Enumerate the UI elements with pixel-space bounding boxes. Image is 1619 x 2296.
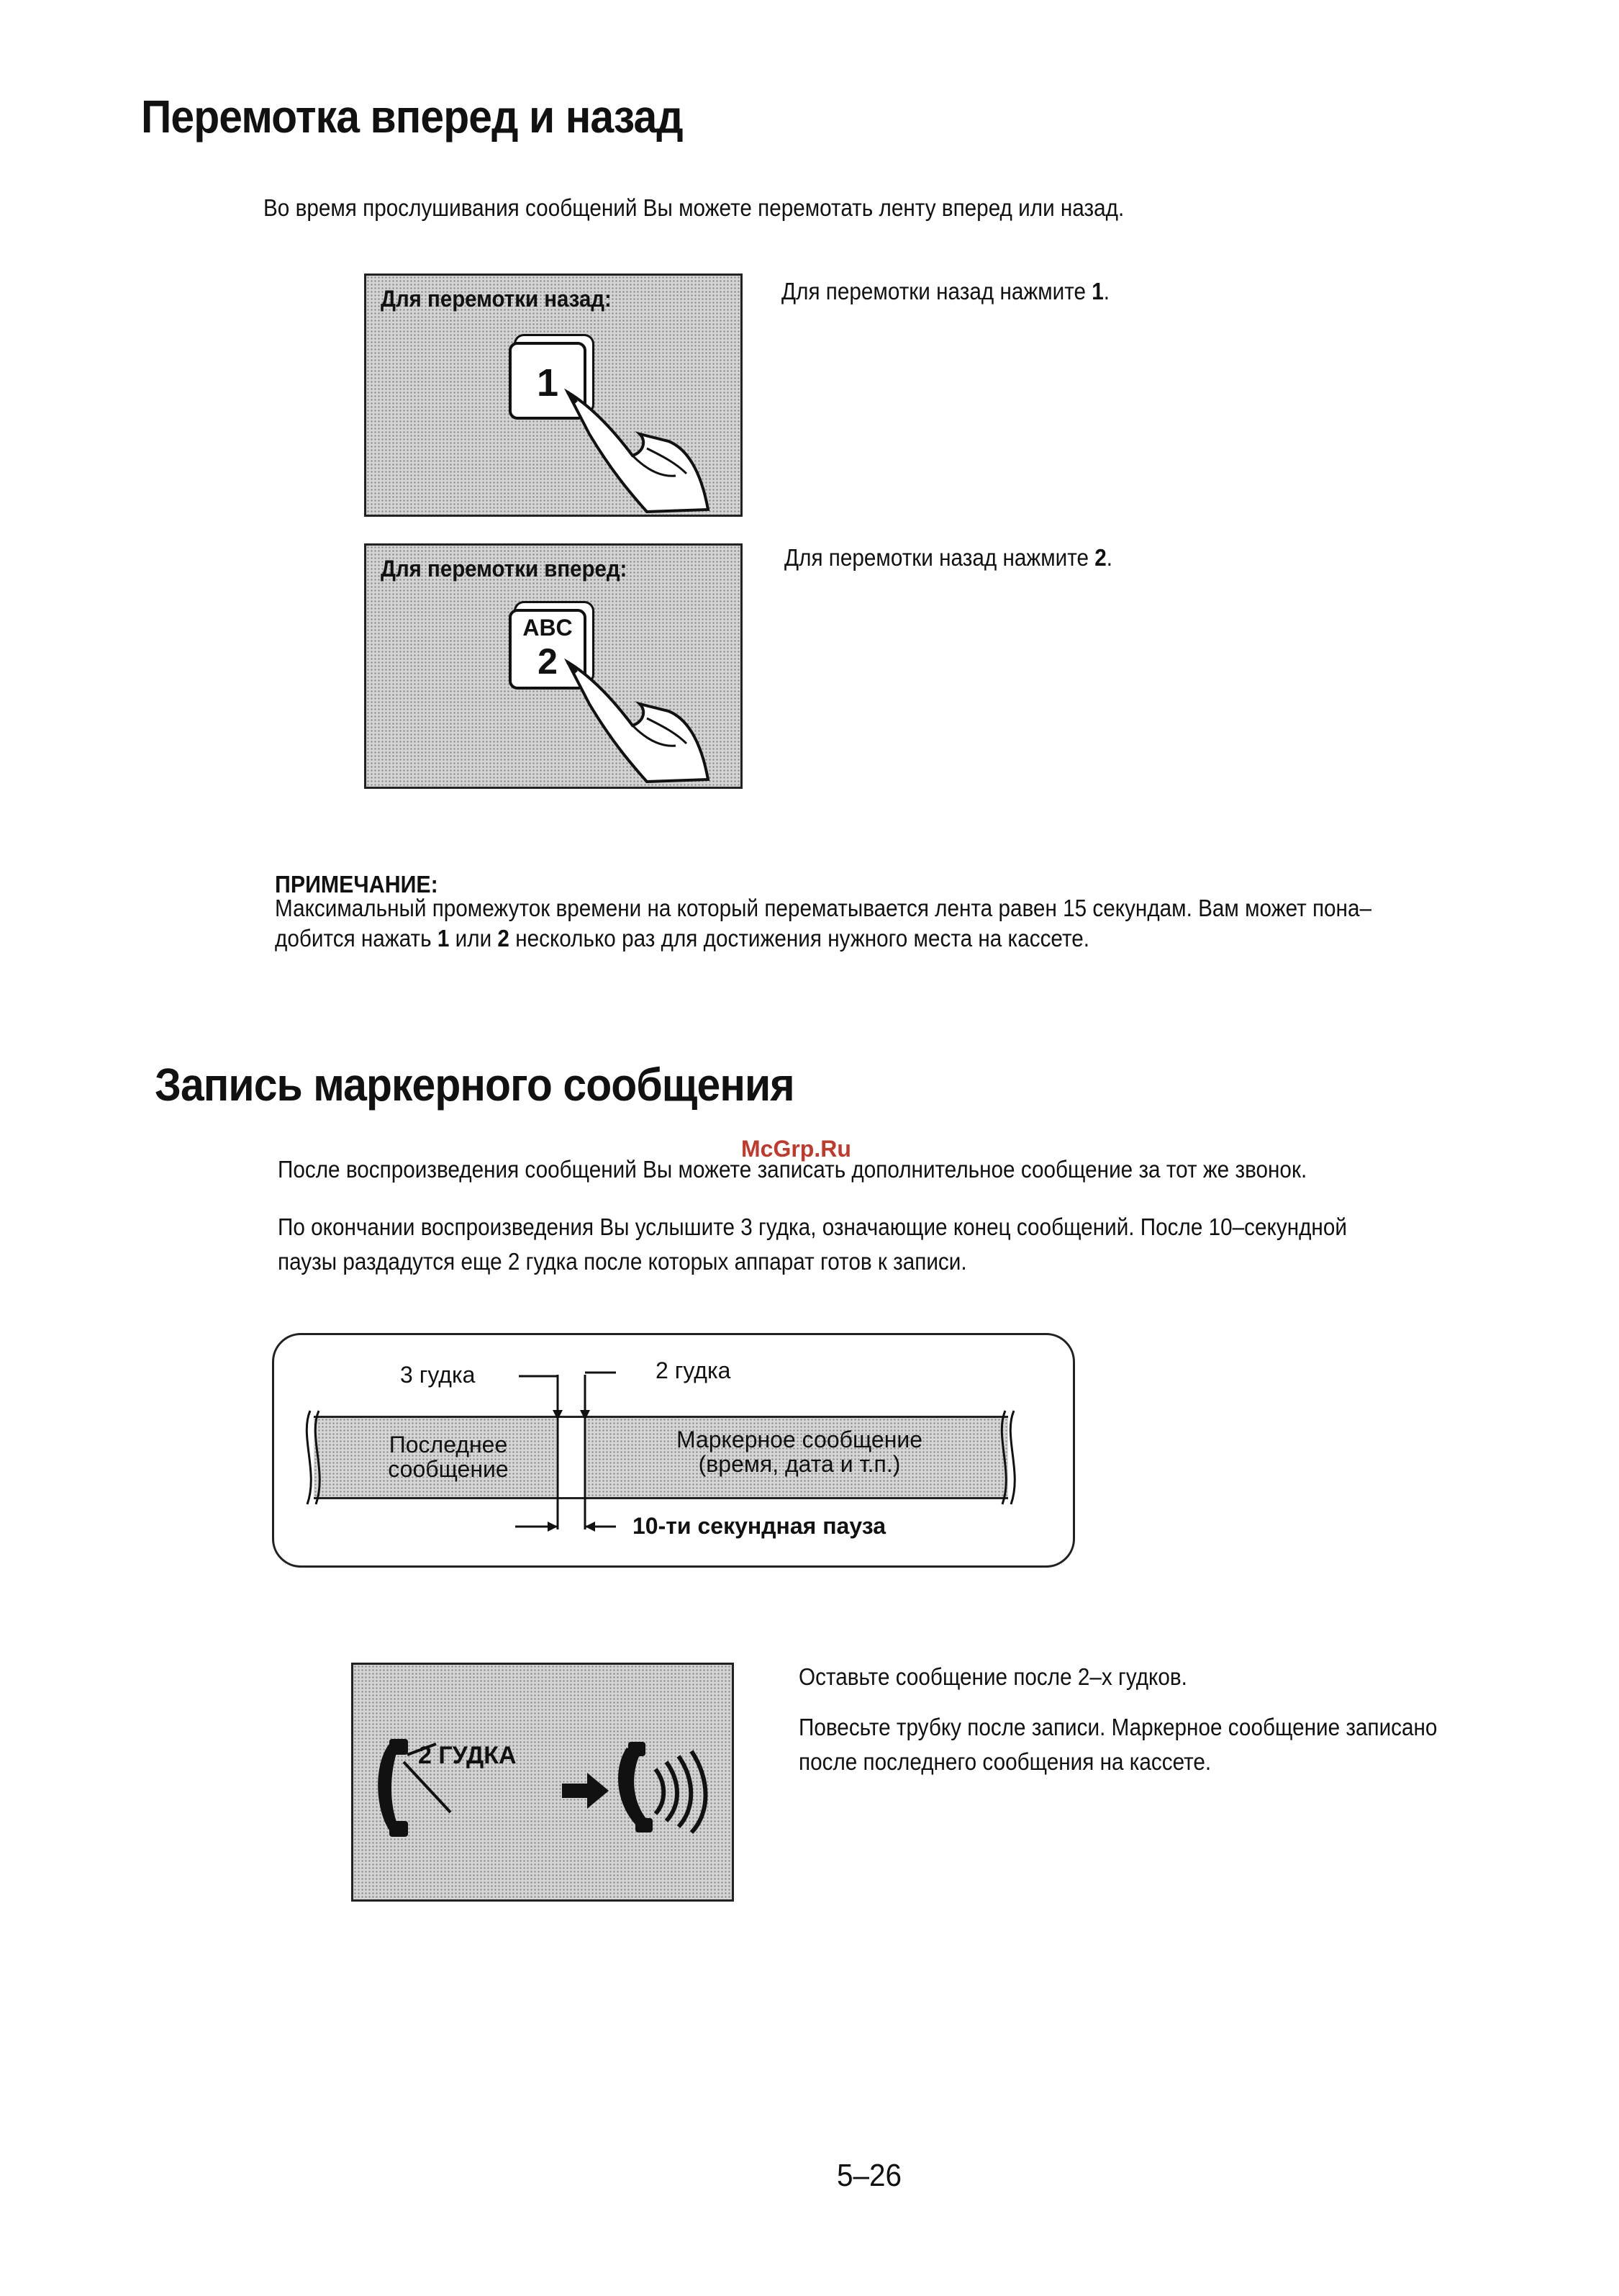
forward-instruction: Для перемотки назад нажмите 2.	[784, 544, 1113, 571]
rewind-panel	[364, 274, 743, 517]
sound-waves-icon	[656, 1751, 706, 1832]
label-3-beeps: 3 гудка	[400, 1362, 476, 1388]
marker-para-2-line-2: паузы раздадутся еще 2 гудка после которых аппарат готов к записи.	[278, 1248, 967, 1275]
page-number: 5–26	[837, 2158, 902, 2193]
marker-para-1: После воспроизведения сообщений Вы можете записать дополнительное сообщение за тот же звонок.	[278, 1156, 1307, 1183]
beep-panel-label: 2 ГУДКА	[418, 1742, 517, 1769]
note-line-1: Максимальный промежуток времени на который перематывается лента равен 15 секундам. Вам может пона–	[275, 895, 1372, 921]
key-1: 1	[509, 342, 586, 420]
label-2-beeps: 2 гудка	[656, 1357, 731, 1383]
phone-handset-icon	[618, 1748, 647, 1827]
section-title-rewind: Перемотка вперед и назад	[141, 91, 683, 143]
marker-instruction-2-line-2: после последнего сообщения на кассете.	[799, 1748, 1212, 1775]
label-last-message: Последнее сообщение	[388, 1432, 509, 1482]
timeline-diagram	[272, 1333, 1075, 1568]
key-2: ABC 2	[509, 609, 586, 690]
label-pause: 10-ти секундная пауза	[632, 1513, 886, 1539]
beep-panel	[351, 1663, 734, 1902]
rewind-instruction: Для перемотки назад нажмите 1.	[781, 278, 1110, 304]
forward-panel-label: Для перемотки вперед:	[381, 556, 627, 582]
section-title-marker: Запись маркерного сообщения	[155, 1059, 794, 1111]
phone-handset-icon	[378, 1744, 398, 1830]
forward-panel	[364, 543, 743, 789]
note-heading: ПРИМЕЧАНИЕ:	[275, 871, 438, 898]
intro-text: Во время прослушивания сообщений Вы можете перемотать ленту вперед или назад.	[263, 194, 1125, 221]
watermark: McGrp.Ru	[741, 1136, 851, 1162]
pointing-hand-icon	[561, 384, 719, 513]
marker-instruction-1: Оставьте сообщение после 2–х гудков.	[799, 1663, 1187, 1690]
note-line-2: добится нажать 1 или 2 несколько раз для достижения нужного места на кассете.	[275, 925, 1089, 952]
marker-para-2-line-1: По окончании воспроизведения Вы услышите 3 гудка, означающие конец сообщений. После 10–секундной	[278, 1213, 1347, 1240]
marker-instruction-2-line-1: Повесьте трубку после записи. Маркерное сообщение записано	[799, 1714, 1438, 1740]
pointing-hand-icon	[561, 654, 719, 783]
rewind-panel-label: Для перемотки назад:	[381, 286, 612, 312]
label-marker-message: Маркерное сообщение (время, дата и т.п.)	[676, 1427, 923, 1477]
arrow-right-icon	[562, 1773, 609, 1809]
